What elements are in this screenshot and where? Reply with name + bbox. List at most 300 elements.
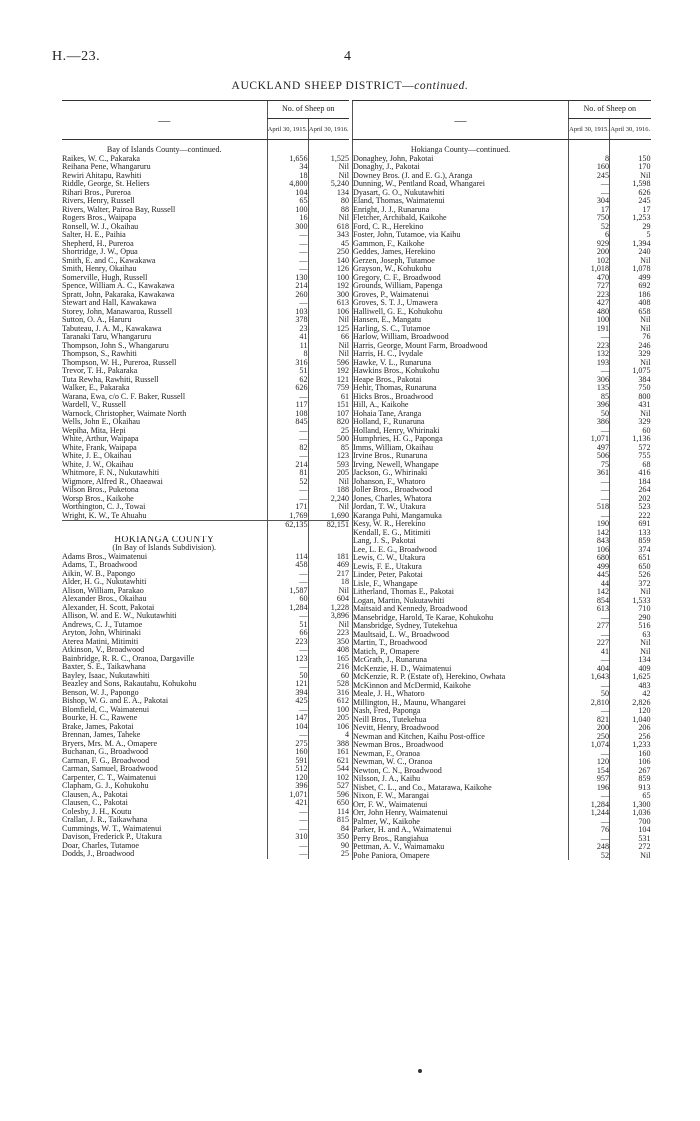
sheep-1915: 11 [267, 342, 308, 351]
table-row [353, 189, 651, 198]
sheep-1916: 469 [308, 561, 349, 570]
sheep-1915: 1,284 [569, 801, 610, 810]
sheep-1916: 65 [610, 792, 651, 801]
sheep-1916: 759 [308, 384, 349, 393]
sheep-1915: 227 [569, 639, 610, 648]
owner-name: Stewart and Hall, Kawakawa [62, 299, 157, 307]
sheep-1915: 200 [569, 724, 610, 733]
sheep-1916: 222 [610, 512, 651, 521]
sheep-1915: 1,071 [569, 435, 610, 444]
owner-name: McKenzie, R. P. (Estate of), Herekino, Owhata [353, 673, 569, 682]
table-row [62, 570, 349, 579]
owner-name: Holland, F., Runaruna [353, 418, 569, 427]
sheep-1916: 572 [610, 444, 651, 453]
sheep-1916: 531 [610, 835, 651, 844]
owner-name: Walker, E., Pakaraka [62, 384, 130, 392]
table-row [62, 444, 349, 453]
sheep-1915: 82 [267, 444, 308, 453]
sheep-1916: 343 [308, 231, 349, 240]
owner-name: Millington, H., Maunu, Whangarei [353, 699, 569, 708]
owner-name: Alder, H. G., Nukutawhiti [62, 578, 147, 586]
sheep-1915: 171 [267, 503, 308, 512]
table-row [62, 748, 349, 757]
owner-name: White, J. W., Okaihau [62, 460, 134, 469]
sheep-1916: 4 [308, 731, 349, 740]
table-row [353, 512, 651, 521]
sheep-1916: 1,136 [610, 435, 651, 444]
sheep-1915: — [267, 495, 308, 504]
sheep-1916: 650 [308, 799, 349, 808]
table-row [62, 291, 349, 300]
owner-name: Crallan, J. R., Taikawhana [62, 816, 148, 824]
table-row [62, 791, 349, 800]
owner-name: Foster, John, Tutamoe, via Kaihu [353, 231, 569, 240]
owner-name: Somerville, Hugh, Russell [62, 273, 148, 282]
table-row [353, 631, 651, 640]
table-row [353, 172, 651, 181]
table-row [353, 537, 651, 546]
table-row [353, 469, 651, 478]
table-row [62, 197, 349, 206]
table-row [62, 435, 349, 444]
sheep-1915: — [569, 495, 610, 504]
owner-name: Nash, Fred, Paponga [353, 707, 569, 716]
sheep-1916: Nil [308, 621, 349, 630]
sheep-1916: 408 [610, 299, 651, 308]
sheep-1916: 3,896 [308, 612, 349, 621]
sheep-1916: 2,240 [308, 495, 349, 504]
sheep-1915: 85 [569, 393, 610, 402]
sheep-1916: Nil [610, 359, 651, 368]
sheep-1916: Nil [308, 350, 349, 359]
table-row [353, 410, 651, 419]
sheep-1916: 523 [610, 503, 651, 512]
table-row [62, 316, 349, 325]
table-row [353, 605, 651, 614]
sheep-1915: 147 [267, 714, 308, 723]
sheep-1916: 612 [308, 697, 349, 706]
sheep-1915: 106 [569, 546, 610, 555]
table-row [62, 155, 349, 164]
table-row [62, 367, 349, 376]
sheep-1915: 102 [569, 257, 610, 266]
table-row [353, 223, 651, 232]
table-row [62, 621, 349, 630]
page-number: 4 [344, 49, 351, 64]
sheep-1916: 140 [308, 257, 349, 266]
table-row [62, 808, 349, 817]
sheep-1915: 50 [569, 690, 610, 699]
sheep-1915: 104 [267, 723, 308, 732]
owner-name: Orr, John Henry, Waimatenui [353, 809, 569, 818]
table-row [353, 682, 651, 691]
sheep-1916: 114 [308, 808, 349, 817]
sheep-1916: 800 [610, 393, 651, 402]
sheep-1916: 267 [610, 767, 651, 776]
owner-name: White, J. E., Okaihau [62, 452, 132, 460]
table-row [353, 452, 651, 461]
sheep-1916: 499 [610, 274, 651, 283]
table-row [62, 469, 349, 478]
sheep-1915: — [569, 512, 610, 521]
sheep-1915: 18 [267, 172, 308, 181]
sheep-1915: 361 [569, 469, 610, 478]
sheep-1915: 223 [267, 638, 308, 647]
sheep-1915: 470 [569, 274, 610, 283]
sheep-1915: 404 [569, 665, 610, 674]
sheep-1916: 329 [610, 418, 651, 427]
sheep-1915: 250 [569, 733, 610, 742]
sheep-1915: 214 [267, 282, 308, 291]
owner-name: Halliwell, G. E., Kohukohu [353, 308, 569, 317]
sheep-1916: 650 [610, 563, 651, 572]
table-row [353, 554, 651, 563]
sheep-1915: 123 [267, 655, 308, 664]
owner-name: Irvine Bros., Runaruna [353, 452, 569, 461]
table-row [353, 155, 651, 164]
sheep-1915: — [569, 427, 610, 436]
table-row [62, 401, 349, 410]
sheep-1916: 859 [610, 775, 651, 784]
sheep-1915: — [267, 452, 308, 461]
sheep-1916: 181 [308, 553, 349, 562]
owner-name: McKinnon and McDermid, Kaikohe [353, 682, 569, 691]
sheep-1915: — [569, 614, 610, 623]
sheep-1915: 41 [569, 648, 610, 657]
sheep-1915: — [267, 231, 308, 240]
sheep-1915: — [569, 707, 610, 716]
sheep-1916: 205 [308, 714, 349, 723]
table-cell [267, 536, 308, 545]
owner-name: Wigmore, Alfred R., Ohaeawai [62, 477, 163, 486]
table-row [353, 835, 651, 844]
table-row [62, 655, 349, 664]
table-row [353, 478, 651, 487]
owner-name: Dunning, W., Pentland Road, Whangarei [353, 180, 569, 189]
sheep-1915: 1,074 [569, 741, 610, 750]
sheep-1915: — [569, 682, 610, 691]
sheep-1915: — [569, 656, 610, 665]
table-row [62, 359, 349, 368]
table-row [62, 163, 349, 172]
owner-name: Dyasart, G. O., Nukutawhiti [353, 189, 569, 198]
sheep-1915: 191 [569, 325, 610, 334]
sheep-1916: 859 [610, 537, 651, 546]
sheep-1915: 160 [267, 748, 308, 757]
sheep-1915: 50 [569, 410, 610, 419]
owner-name: Nevitt, Henry, Broadwood [353, 724, 569, 733]
owner-name: Wepiha, Mita, Hepi [62, 426, 126, 435]
sheep-1916: 18 [308, 578, 349, 587]
table-row [62, 638, 349, 647]
table-row [62, 461, 349, 470]
table-row [353, 240, 651, 249]
sheep-1915: 260 [267, 291, 308, 300]
sheep-1916: 527 [308, 782, 349, 791]
sheep-1916: 272 [610, 843, 651, 852]
sheep-1915: 117 [267, 401, 308, 410]
owner-name: Hicks Bros., Broadwood [353, 393, 569, 402]
sheep-1916: Nil [308, 163, 349, 172]
sheep-1916: 25 [308, 850, 349, 859]
sheep-1915: 1,284 [267, 604, 308, 613]
sheep-1916: 1,525 [308, 155, 349, 164]
owner-name: Harris, George, Mount Farm, Broadwood [353, 342, 569, 351]
sheep-1915: 425 [267, 697, 308, 706]
table-row [353, 673, 651, 682]
sheep-1916: 593 [308, 461, 349, 470]
owner-name: Rihari Bros., Pureroa [62, 188, 131, 197]
sheep-1916: 500 [308, 435, 349, 444]
sheep-1915: 44 [569, 580, 610, 589]
sheep-1916: 316 [308, 689, 349, 698]
owner-name: Baxter, S. E., Taikawhana [62, 663, 146, 671]
sheep-1915: 196 [569, 784, 610, 793]
table-row [353, 571, 651, 580]
table-row [353, 622, 651, 631]
sheep-1915: 121 [267, 680, 308, 689]
sheep-1915: 626 [267, 384, 308, 393]
table-row [353, 741, 651, 750]
sheep-1916: 710 [610, 605, 651, 614]
owner-name: Salter, H. E., Paihia [62, 231, 126, 239]
owner-name: Bainbridge, R. R. C., Oranoa, Dargaville [62, 654, 195, 663]
table-row [62, 274, 349, 283]
table-row [353, 342, 651, 351]
left-sheep-table [62, 100, 349, 859]
sheep-1915: 306 [569, 376, 610, 385]
sheep-1915: 75 [569, 461, 610, 470]
sheep-1915: 52 [569, 852, 610, 861]
table-row [62, 231, 349, 240]
owner-name: Harris, H. C., Ivydale [353, 350, 569, 359]
owner-name: Humphries, H. G., Paponga [353, 435, 569, 444]
sheep-1915: 17 [569, 206, 610, 215]
sheep-1915: — [569, 835, 610, 844]
sheep-1916: 604 [308, 595, 349, 604]
owner-name: Atkinson, V., Broadwood [62, 646, 145, 654]
owner-name: Meale, J. H., Whatoro [353, 690, 569, 699]
table-row [353, 648, 651, 657]
sheep-1916: 90 [308, 842, 349, 851]
table-row [353, 597, 651, 606]
sheep-1916: 85 [308, 444, 349, 453]
sheep-1916: 264 [610, 486, 651, 495]
sheep-1916: 1,690 [308, 512, 349, 521]
sheep-1915: 223 [569, 291, 610, 300]
table-row [353, 809, 651, 818]
table-row [353, 333, 651, 342]
title-main: AUCKLAND SHEEP DISTRICT— [231, 80, 415, 92]
table-row [353, 163, 651, 172]
sheep-1915: 277 [569, 622, 610, 631]
table-row [353, 767, 651, 776]
owner-name: Carman, F. G., Broadwood [62, 756, 150, 765]
sheep-1916: 216 [308, 663, 349, 672]
owner-name: Groves, S. T. J., Umawera [353, 299, 569, 308]
owner-name: Donaghey, John, Pakotai [353, 155, 569, 164]
table-cell [267, 146, 308, 155]
owner-name: Bourke, H. C., Rawene [62, 714, 138, 722]
owner-name: Wardell, V., Russell [62, 401, 127, 409]
owner-name: Shepherd, H., Pureroa [62, 239, 134, 248]
owner-name: Imms, William, Okaihau [353, 444, 569, 453]
owner-name: Parker, H. and A., Waimatenui [353, 826, 569, 835]
sheep-1915: 1,769 [267, 512, 308, 521]
sheep-1915: 518 [569, 503, 610, 512]
owner-name: Allison, W. and E. W., Nukutawhiti [62, 612, 177, 620]
sheep-1915: 2,810 [569, 699, 610, 708]
sheep-1916: 431 [610, 401, 651, 410]
table-row [353, 801, 651, 810]
table-row [353, 206, 651, 215]
table-row [353, 656, 651, 665]
sheep-1916: 61 [308, 393, 349, 402]
owner-name: Pohe Paniora, Omapere [353, 852, 569, 861]
sheep-1915: 497 [569, 444, 610, 453]
sheep-1915: 103 [267, 308, 308, 317]
sheep-1915: 248 [569, 843, 610, 852]
table-row [62, 512, 349, 521]
table-row [62, 680, 349, 689]
owner-name: Nisbet, C. L., and Co., Matarawa, Kaikohe [353, 784, 569, 793]
sheep-1915: 680 [569, 554, 610, 563]
table-row [353, 248, 651, 257]
county-subheading: (In Bay of Islands Subdivision). [112, 544, 217, 552]
sheep-1915: 245 [569, 172, 610, 181]
sheep-1916: Nil [610, 325, 651, 334]
sheep-1915: 386 [569, 418, 610, 427]
sheep-1915: 81 [267, 469, 308, 478]
sheep-1916: 151 [308, 401, 349, 410]
sheep-1916: 416 [610, 469, 651, 478]
sheep-1916: 1,533 [610, 597, 651, 606]
owner-name: Heape Bros., Pakotai [353, 376, 569, 385]
sheep-1915: 23 [267, 325, 308, 334]
sheep-1916: 202 [610, 495, 651, 504]
table-row [353, 775, 651, 784]
owner-name: Smith, Henry, Okaihau [62, 265, 137, 273]
sheep-1916: 192 [308, 282, 349, 291]
owner-name: Tabuteau, J. A. M., Kawakawa [62, 324, 162, 333]
table-row [62, 833, 349, 842]
sheep-1916: 621 [308, 757, 349, 766]
sheep-1915: 154 [569, 767, 610, 776]
owner-name: Bryers, Mrs. M. A., Omapere [62, 739, 158, 748]
total-1916: 82,151 [308, 521, 349, 530]
table-row [353, 520, 651, 529]
sheep-1916: 25 [308, 427, 349, 436]
table-row [353, 291, 651, 300]
section-heading: Hokianga County—continued. [353, 146, 569, 155]
table-row [62, 342, 349, 351]
owner-name: Grayson, W., Kohukohu [353, 265, 569, 274]
table-row [62, 706, 349, 715]
table-row [62, 495, 349, 504]
table-row [62, 257, 349, 266]
owner-name: Sutton, O. A., Haruru [62, 316, 132, 324]
owner-name: Wright, K. W., Te Ahuahu [62, 511, 147, 520]
owner-name: Adams, T., Broadwood [62, 561, 138, 569]
col-1916-header: April 30, 1916. [610, 119, 651, 140]
table-row [62, 689, 349, 698]
table-row [353, 401, 651, 410]
owner-name: Thompson, S., Rawhiti [62, 350, 137, 358]
sheep-1916: 60 [610, 427, 651, 436]
sheep-1916: 80 [308, 197, 349, 206]
sheep-1915: — [569, 333, 610, 342]
table-row [353, 639, 651, 648]
sheep-1916: 5 [610, 231, 651, 240]
sheep-1916: 820 [308, 418, 349, 427]
sheep-1916: 76 [610, 333, 651, 342]
owner-name: Jackson, G., Whirinaki [353, 469, 569, 478]
table-cell [308, 536, 349, 545]
owner-name: Lee, L. E. G., Broadwood [353, 546, 569, 555]
owner-name: Clausen, C., Pakotai [62, 799, 128, 807]
owner-name: Doar, Charles, Tutamoe [62, 841, 140, 850]
sheep-1916: 102 [308, 774, 349, 783]
table-row [62, 757, 349, 766]
owner-name: Joller Bros., Broadwood [353, 486, 569, 495]
owner-name: Lang, J. S., Pakotai [353, 537, 569, 546]
sheep-1915: 445 [569, 571, 610, 580]
owner-name: Geddes, James, Herekino [353, 248, 569, 257]
table-row [62, 774, 349, 783]
table-cell [610, 146, 651, 155]
sheep-1915: 51 [267, 367, 308, 376]
sheep-1916: 107 [308, 410, 349, 419]
sheep-1915: 821 [569, 716, 610, 725]
sheep-1916: 350 [308, 638, 349, 647]
sheep-1915: — [569, 750, 610, 759]
sheep-1916: 384 [610, 376, 651, 385]
owner-name: Wells, John E., Okaihau [62, 418, 141, 426]
sheep-1916: 5,240 [308, 180, 349, 189]
sheep-1915: 66 [267, 629, 308, 638]
sheep-1916: 618 [308, 223, 349, 232]
owner-name: Harling, S. C., Tutamoe [353, 325, 569, 334]
sheep-1916: 409 [610, 665, 651, 674]
owner-name: Raikes, W. C., Pakaraka [62, 154, 141, 163]
table-row [353, 614, 651, 623]
sheep-1916: 88 [308, 206, 349, 215]
sheep-count-header: No. of Sheep on [267, 101, 349, 119]
table-row [353, 367, 651, 376]
sheep-1915: 16 [267, 214, 308, 223]
owner-name: Orr, F. W., Waimatenui [353, 801, 569, 810]
owner-name: Whitmore, F. N., Nukutawhiti [62, 469, 160, 477]
table-row [62, 206, 349, 215]
sheep-1916: 134 [308, 189, 349, 198]
sheep-1916: 106 [308, 308, 349, 317]
owner-name: Benson, W. J., Papongo [62, 688, 139, 697]
sheep-1915: 1,643 [569, 673, 610, 682]
owner-name: Matich, P., Omapere [353, 648, 569, 657]
table-row [62, 172, 349, 181]
owner-name: Carman, Samuel, Broadwood [62, 765, 158, 773]
owner-name: Palmer, W., Kaikohe [353, 818, 569, 827]
owner-name: Irving, Newell, Whangape [353, 461, 569, 470]
table-row [353, 529, 651, 538]
owner-name: Newman, F., Oranoa [353, 750, 569, 759]
section-row [62, 146, 349, 155]
sheep-1915: — [267, 706, 308, 715]
owner-name: Worthington, C. J., Towai [62, 503, 146, 511]
owner-name: Storey, John, Manawaroa, Russell [62, 307, 173, 316]
sheep-1916: 121 [308, 376, 349, 385]
sheep-1915: 1,071 [267, 791, 308, 800]
